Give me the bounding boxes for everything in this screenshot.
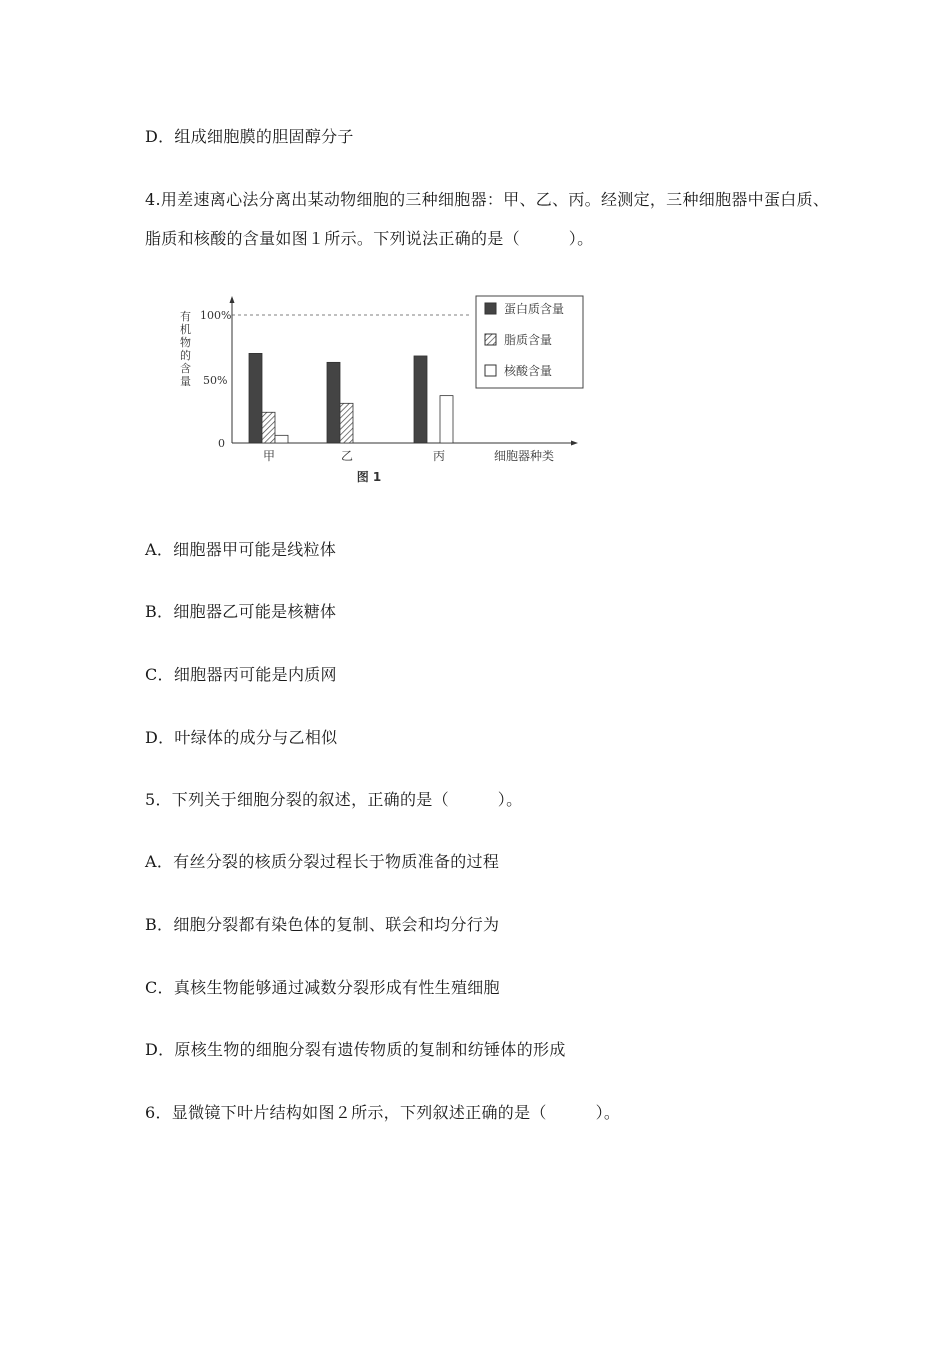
y-axis-label-char-4: 的 [180, 349, 191, 362]
legend-swatch-protein [485, 303, 496, 314]
x-tick-jia: 甲 [262, 449, 276, 463]
x-axis-label: 细胞器种类 [494, 449, 555, 463]
q4-option-a: A．细胞器甲可能是线粒体 [145, 540, 337, 559]
bars-group [249, 353, 453, 443]
q5-stem: 5．下列关于细胞分裂的叙述，正确的是（ ）。 [145, 790, 523, 809]
q4-option-c: C．细胞器丙可能是内质网 [145, 665, 337, 684]
q4-option-d: D．叶绿体的成分与乙相似 [145, 728, 338, 747]
figure-1-chart [170, 288, 610, 488]
q4-option-b: B．细胞器乙可能是核糖体 [145, 602, 337, 621]
x-tick-yi: 乙 [340, 449, 354, 463]
y-axis-label-char-1: 有 [180, 310, 191, 323]
legend-swatch-lipid [485, 334, 496, 345]
x-axis-arrow [571, 441, 578, 446]
legend-swatch-nucleic-acid [485, 365, 496, 376]
y-axis-label-char-3: 物 [180, 336, 191, 349]
y-tick-100: 100% [200, 309, 232, 322]
q5-option-a: A．有丝分裂的核质分裂过程长于物质准备的过程 [145, 852, 500, 871]
q4-stem-line-2: 脂质和核酸的含量如图１所示。下列说法正确的是（ ）。 [145, 229, 594, 248]
y-axis-label-char-2: 机 [180, 323, 191, 336]
legend-label-protein: 蛋白质含量 [504, 302, 565, 316]
q5-option-c: C．真核生物能够通过减数分裂形成有性生殖细胞 [145, 978, 500, 997]
bar-bing-protein [414, 356, 427, 443]
q3-option-d: D．组成细胞膜的胆固醇分子 [145, 127, 354, 146]
y-axis-arrow [230, 296, 235, 303]
y-tick-50: 50% [203, 374, 228, 387]
legend-label-nucleic-acid: 核酸含量 [504, 364, 553, 378]
q5-option-b: B．细胞分裂都有染色体的复制、联会和均分行为 [145, 915, 500, 934]
q5-option-d: D．原核生物的细胞分裂有遗传物质的复制和纺锤体的形成 [145, 1040, 566, 1059]
bar-jia-nucleic-acid [275, 435, 288, 443]
y-axis-label-char-6: 量 [180, 375, 191, 388]
bar-jia-lipid [262, 412, 275, 443]
bar-bing-nucleic-acid [440, 396, 453, 443]
figure-caption: 图 1 [356, 470, 382, 484]
q6-stem: 6．显微镜下叶片结构如图２所示，下列叙述正确的是（ ）。 [145, 1103, 621, 1122]
y-tick-0: 0 [218, 437, 225, 450]
x-tick-bing: 丙 [432, 449, 446, 463]
bar-jia-protein [249, 353, 262, 443]
legend-label-lipid: 脂质含量 [504, 333, 553, 347]
q4-stem-line-1: 4.用差速离心法分离出某动物细胞的三种细胞器：甲、乙、丙。经测定，三种细胞器中蛋白质、 [145, 190, 830, 209]
y-axis-label-char-5: 含 [180, 362, 191, 375]
bar-yi-lipid [340, 403, 353, 443]
bar-yi-protein [327, 362, 340, 443]
